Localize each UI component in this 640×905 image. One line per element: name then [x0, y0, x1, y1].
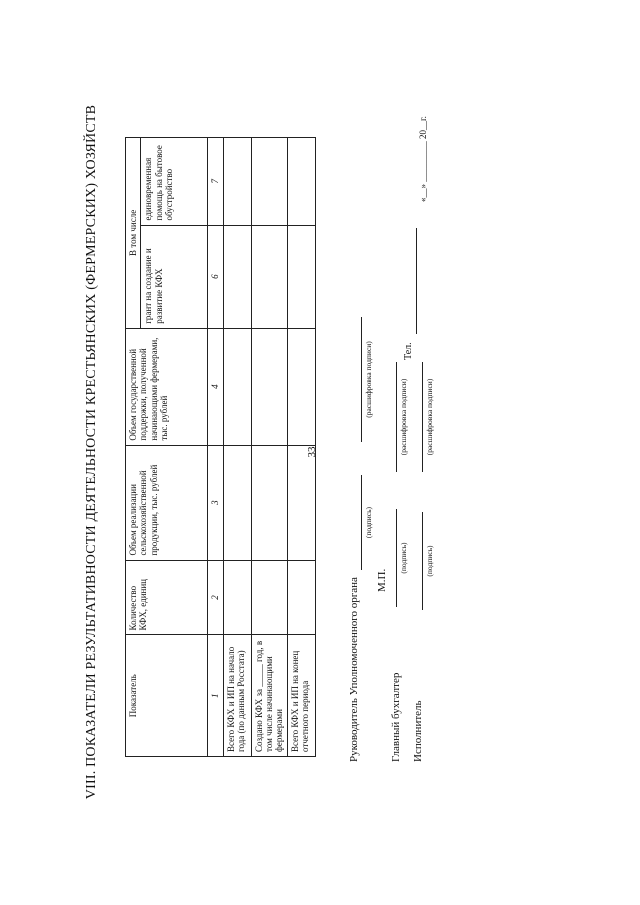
col-number: 3: [208, 445, 223, 560]
rotated-page: [0, 22, 640, 882]
table-row: [251, 138, 287, 757]
head-signature-label: Руководитель Уполномоченного органа: [348, 577, 360, 762]
decode-caption: (расшифровка подписи): [425, 378, 434, 456]
table-header-row: [126, 138, 141, 757]
row-label: Создано КФХ за _____ год, в том числе начинающими фермерами: [251, 635, 287, 757]
header-indicator: Показатель: [126, 635, 208, 757]
section-heading: VIII. ПОКАЗАТЕЛИ РЕЗУЛЬТАТИВНОСТИ ДЕЯТЕЛЬНОСТИ КРЕСТЬЯНСКИХ (ФЕРМЕРСКИХ) ХОЗЯЙСТВ: [84, 104, 99, 800]
header-grant: грант на создание и развитие КФХ: [141, 225, 208, 328]
accountant-signature-label: Главный бухгалтер: [390, 672, 402, 762]
col-number: 2: [208, 560, 223, 635]
header-sales: Объем реализации сельскохозяйственной продукции, тыс. рублей: [126, 445, 208, 560]
phone-label: Тел.: [403, 342, 414, 360]
executor-signature-label: Исполнитель: [412, 700, 424, 762]
col-number: 4: [208, 328, 223, 445]
decode-caption: (расшифровка подписи): [399, 378, 408, 456]
signature-caption: (подпись): [364, 506, 373, 539]
table-cell: [287, 328, 315, 445]
header-count: Количество КФХ, единиц: [126, 560, 208, 635]
table-cell: [251, 328, 287, 445]
row-label: Всего КФХ и ИП на конец отчетного периода: [287, 635, 315, 757]
table-cell: [223, 560, 251, 635]
col-number: 1: [208, 635, 223, 757]
table-cell: [251, 138, 287, 226]
header-including: В том числе: [126, 138, 141, 329]
executor-decode-line: [422, 362, 423, 472]
signature-caption: (подпись): [425, 545, 434, 577]
phone-line: [416, 228, 417, 334]
table-cell: [223, 445, 251, 560]
header-one-time: единовременная помощь на бытовое обустройство: [141, 138, 208, 226]
table-row: [223, 138, 251, 757]
table-cell: [251, 445, 287, 560]
stamp-place-label: М.П.: [376, 568, 388, 592]
table-cell: [287, 560, 315, 635]
table-cell: [223, 138, 251, 226]
accountant-decode-line: [396, 362, 397, 472]
table-row: [287, 138, 315, 757]
col-number: 6: [208, 225, 223, 328]
table-cell: [223, 225, 251, 328]
executor-signature-line: [422, 512, 423, 610]
table-cell: [251, 560, 287, 635]
page-number: 33: [306, 446, 318, 458]
table-cell: [287, 445, 315, 560]
accountant-signature-line: [396, 509, 397, 607]
signature-caption: (подпись): [399, 542, 408, 574]
table-cell: [287, 225, 315, 328]
table-number-row: [208, 138, 223, 757]
head-signature-line: [361, 475, 362, 570]
table-cell: [287, 138, 315, 226]
table-cell: [251, 225, 287, 328]
decode-caption: (расшифровка подписи): [364, 341, 373, 418]
row-label: Всего КФХ и ИП на начало года (по данным Росстата): [223, 635, 251, 757]
head-decode-line: [361, 317, 362, 442]
date-field: «__» _________ 20__г.: [418, 116, 428, 202]
col-number: 7: [208, 138, 223, 226]
results-table: [125, 137, 316, 757]
table-cell: [223, 328, 251, 445]
header-support: Объем государственной поддержки, полученной начинающими фермерами, тыс. рублей: [126, 328, 208, 445]
